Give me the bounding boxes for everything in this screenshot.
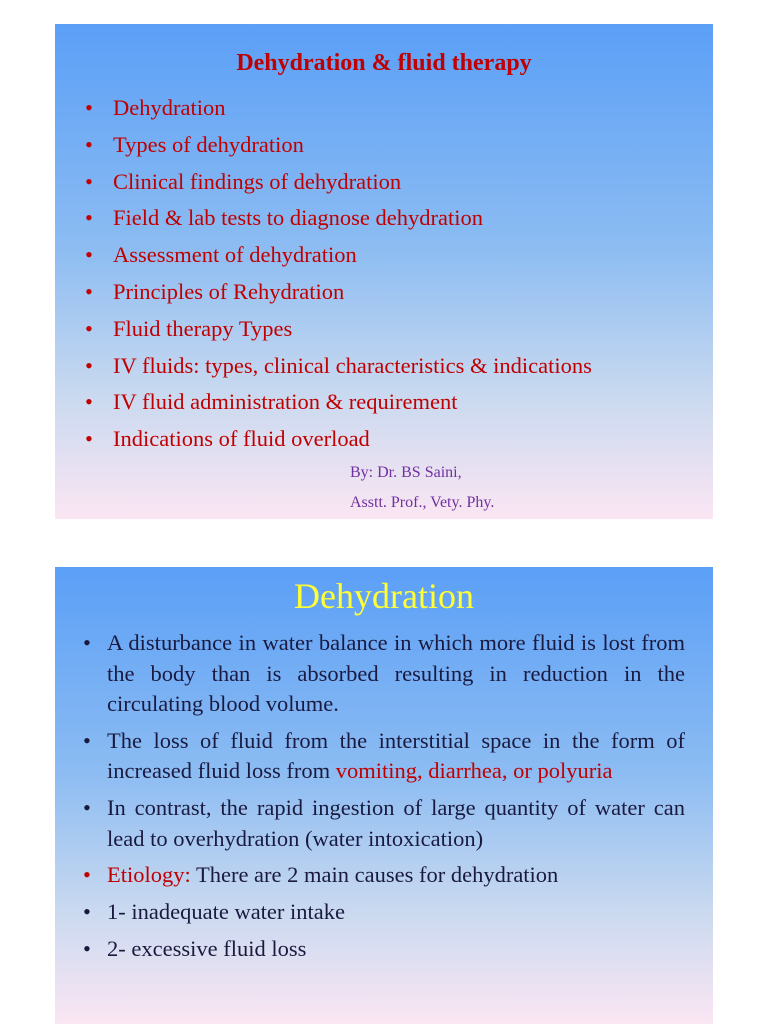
topic-label: Fluid therapy Types <box>113 315 293 341</box>
topic-label: Indications of fluid overload <box>113 426 370 452</box>
author-position: Asstt. Prof., Vety. Phy. <box>350 494 495 511</box>
topic-label: Types of dehydration <box>113 131 304 157</box>
topic-item <box>85 311 693 348</box>
definition-item <box>83 726 685 787</box>
definition-text: In contrast, the rapid ingestion of large quantity of water can lead to overhydration (water intoxication) <box>107 795 685 851</box>
topic-item <box>85 237 693 274</box>
definition-text: 2- excessive fluid loss <box>107 935 307 961</box>
topic-label: Clinical findings of dehydration <box>113 168 402 194</box>
bullet-icon: • <box>85 95 93 120</box>
topic-item <box>85 384 693 421</box>
bullet-icon: • <box>85 168 93 194</box>
definition-text: A disturbance in water balance in which more fluid is lost from the body than is absorbed resulting in reduction in the circulating blood volume. <box>107 630 685 716</box>
bullet-icon: • <box>85 389 93 415</box>
topic-item <box>85 200 693 237</box>
topic-label: Assessment of dehydration <box>113 242 357 268</box>
topic-label: Principles of Rehydration <box>113 278 345 304</box>
topic-label: IV fluids: types, clinical characteristics & indications <box>113 352 592 378</box>
definition-item <box>83 860 685 891</box>
bullet-icon: • <box>83 630 91 655</box>
topic-item <box>85 127 693 164</box>
author-byline: By: Dr. BS Saini, <box>350 464 462 481</box>
causes-highlight: vomiting, diarrhea, or polyuria <box>335 758 613 784</box>
topic-label: Dehydration <box>113 95 226 120</box>
slide-1 <box>55 24 713 519</box>
bullet-icon: • <box>83 935 91 961</box>
bullet-icon: • <box>85 278 93 304</box>
definition-text: There are 2 main causes for dehydration <box>190 862 559 888</box>
slide-2 <box>55 567 713 1024</box>
topic-item <box>85 90 693 127</box>
topic-label: IV fluid administration & requirement <box>113 389 458 415</box>
definition-text: The loss of fluid from the interstitial space in the form of increased fluid loss from <box>107 727 685 784</box>
slide-2-title: Dehydration <box>294 576 474 616</box>
etiology-label: Etiology: <box>107 862 191 888</box>
bullet-icon: • <box>83 899 91 925</box>
bullet-icon: • <box>85 352 93 378</box>
topic-item <box>85 274 693 311</box>
bullet-icon: • <box>83 862 91 888</box>
topic-item <box>85 421 693 458</box>
bullet-icon: • <box>83 727 91 753</box>
definition-item <box>83 934 685 965</box>
definition-item <box>83 793 685 854</box>
topic-item <box>85 164 693 201</box>
definition-list <box>83 628 685 971</box>
bullet-icon: • <box>83 795 91 821</box>
bullet-icon: • <box>85 205 93 231</box>
definition-item <box>83 628 685 720</box>
definition-item <box>83 897 685 928</box>
bullet-icon: • <box>85 315 93 341</box>
bullet-icon: • <box>85 426 93 452</box>
topic-item <box>85 348 693 385</box>
bullet-icon: • <box>85 131 93 157</box>
topic-list <box>85 90 693 458</box>
definition-text: 1- inadequate water intake <box>107 899 346 925</box>
slide-1-title: Dehydration & fluid therapy <box>236 50 532 76</box>
bullet-icon: • <box>85 242 93 268</box>
topic-label: Field & lab tests to diagnose dehydration <box>113 205 483 231</box>
